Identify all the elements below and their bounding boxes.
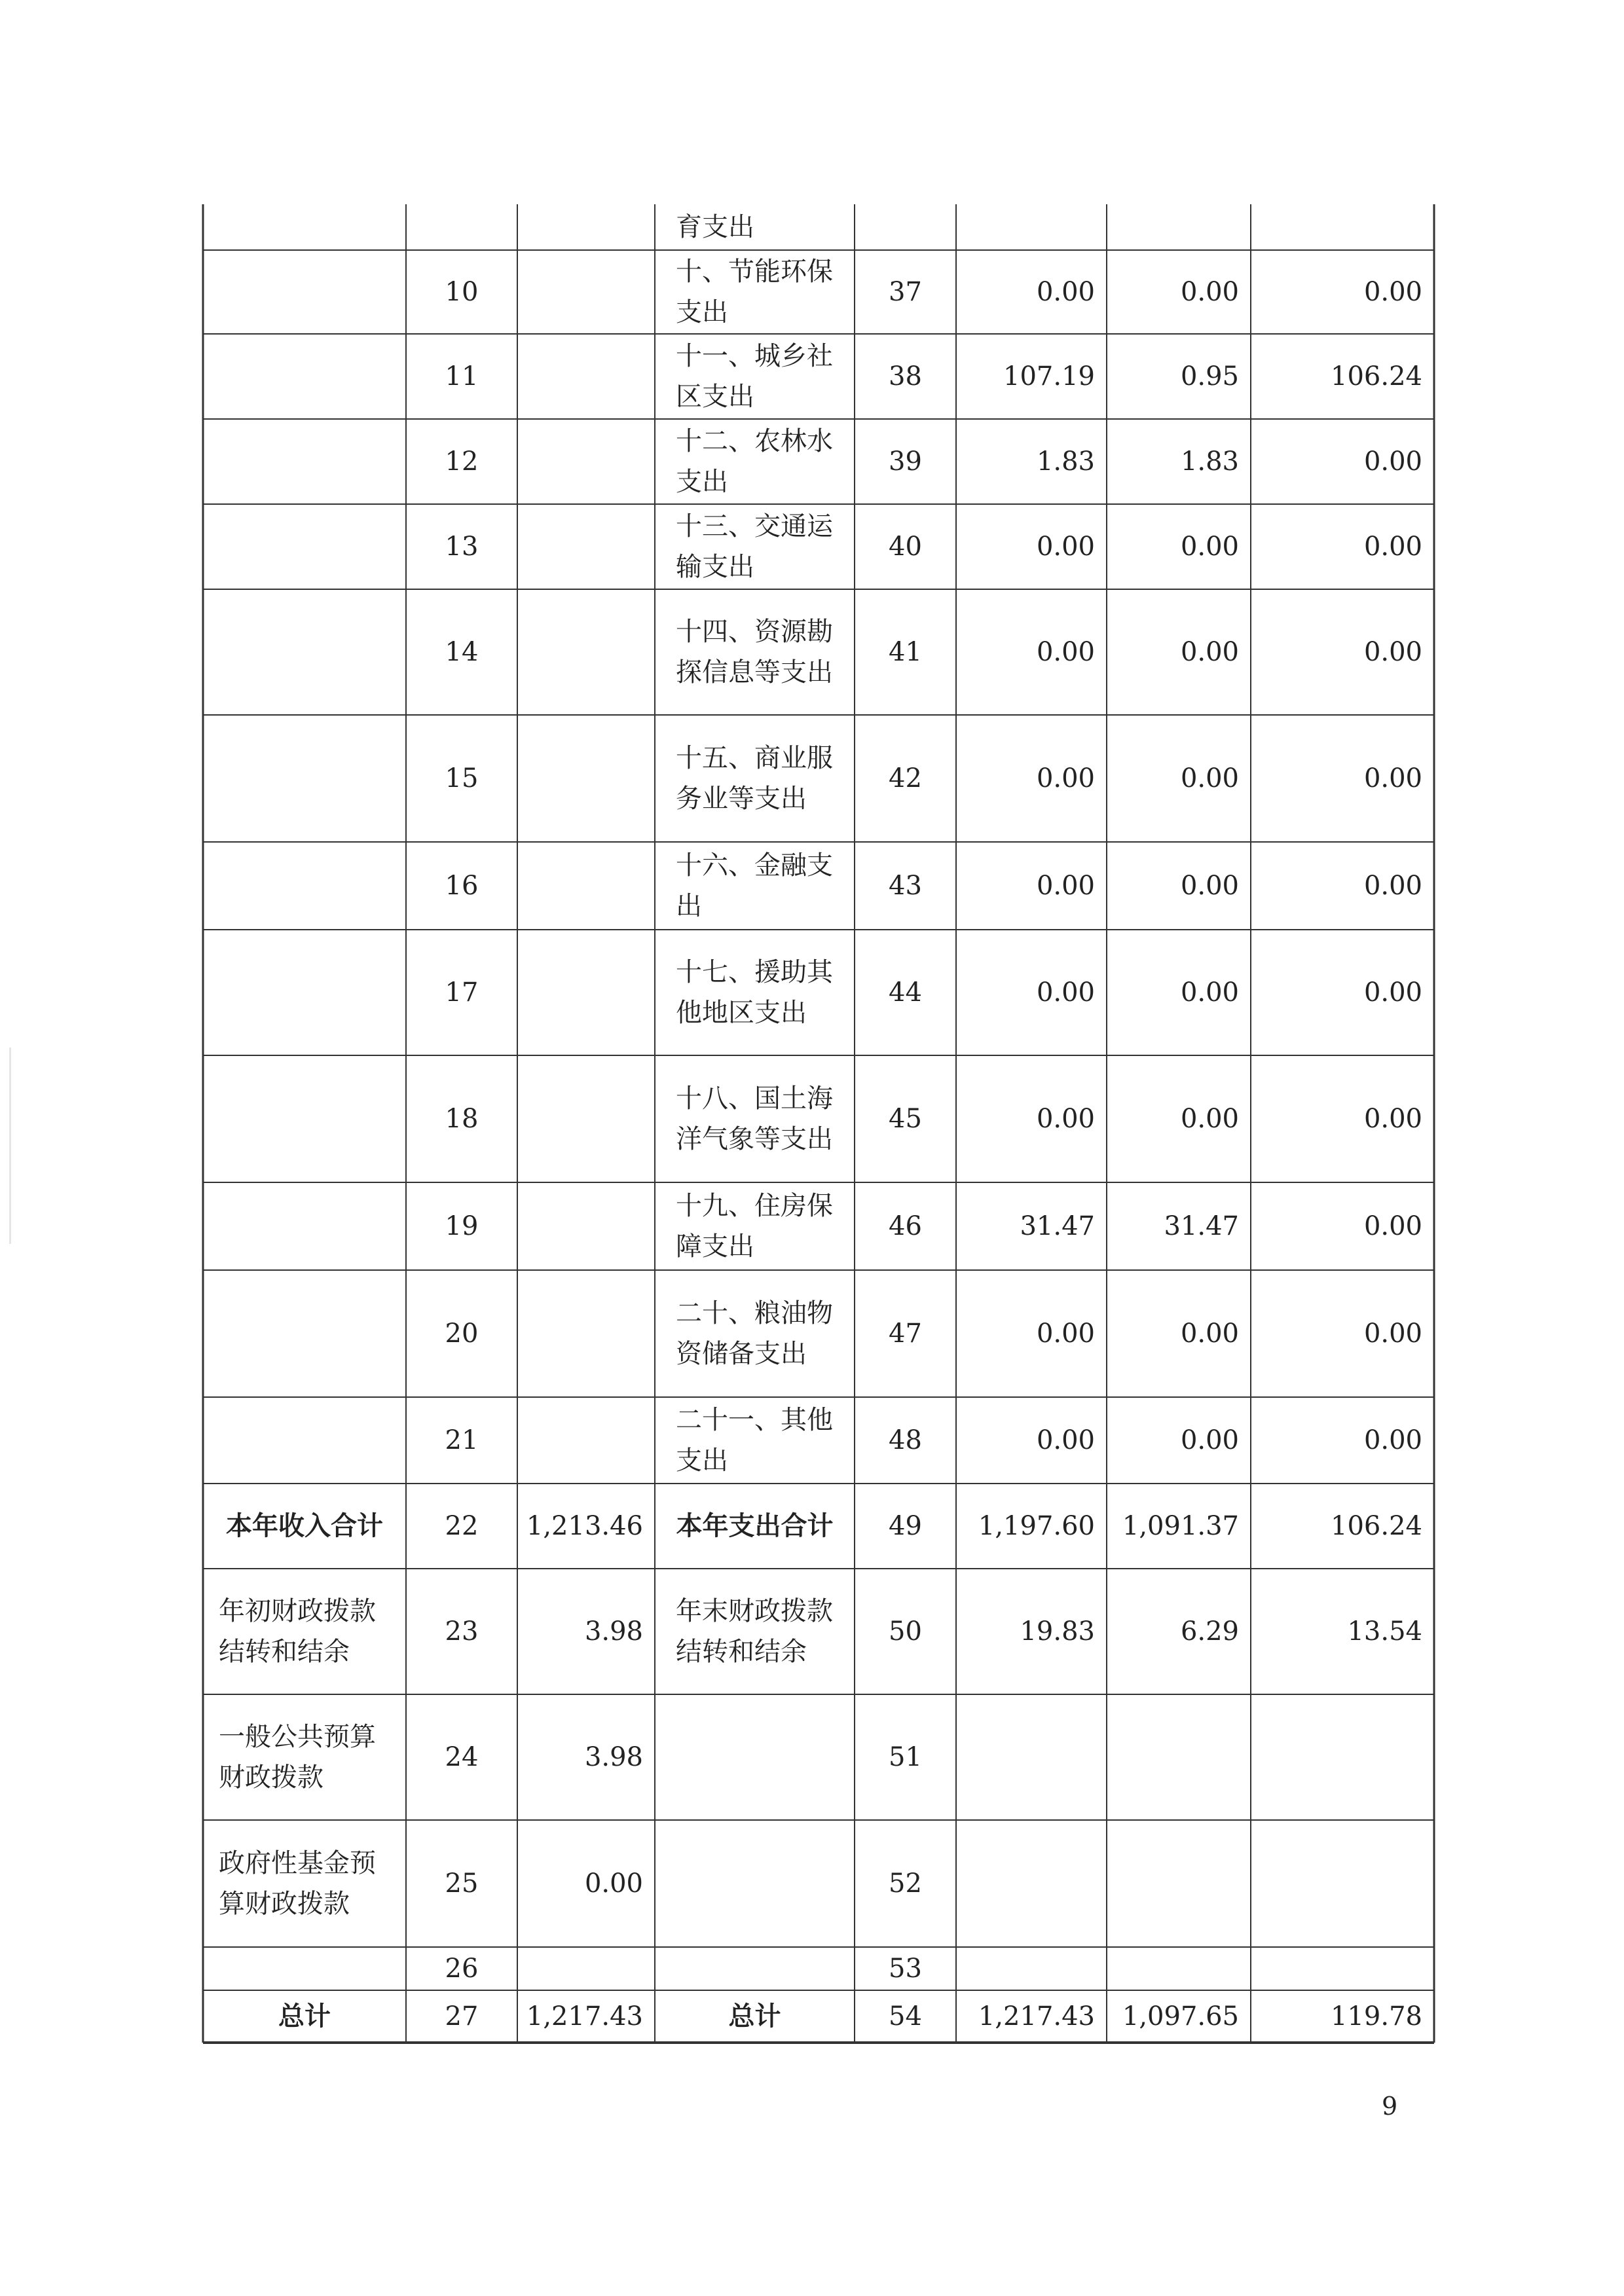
- cell-text: 106.24: [1331, 1511, 1422, 1541]
- cell-basic: [1107, 1694, 1251, 1820]
- cell-label-left: [203, 842, 406, 930]
- cell-text: 106.24: [1331, 361, 1422, 392]
- cell-line-right: [855, 1569, 956, 1694]
- cell-text: 42: [889, 763, 922, 793]
- cell-text: 48: [889, 1425, 922, 1455]
- cell-project: [1251, 842, 1434, 930]
- cell-line-right: [855, 204, 956, 250]
- cell-line-left: [406, 1947, 517, 1990]
- cell-text: 0.00: [1180, 977, 1239, 1008]
- cell-basic: [1107, 504, 1251, 589]
- cell-text: 一般公共预算财政拨款: [219, 1722, 376, 1793]
- cell-line-left: [406, 1694, 517, 1820]
- cell-label-left: [203, 204, 406, 250]
- cell-line-right: [855, 715, 956, 842]
- cell-project: [1251, 1484, 1434, 1569]
- cell-text: 14: [445, 637, 479, 667]
- cell-text: 十八、国土海洋气象等支出: [676, 1084, 833, 1154]
- cell-text: 年末财政拨款结转和结余: [676, 1596, 833, 1667]
- cell-basic: [1107, 334, 1251, 419]
- cell-basic: [1107, 250, 1251, 334]
- cell-label-right: [655, 1397, 855, 1484]
- cell-text: 51: [889, 1742, 922, 1772]
- cell-text: 41: [889, 637, 922, 667]
- cell-text: 25: [445, 1868, 479, 1899]
- cell-text: 38: [889, 361, 922, 392]
- cell-text: 19.83: [1020, 1616, 1095, 1647]
- cell-text: 119.78: [1331, 2001, 1422, 2032]
- cell-text: 十二、农林水支出: [676, 426, 833, 497]
- cell-amount-left: [517, 930, 655, 1055]
- cell-basic: [1107, 1947, 1251, 1990]
- cell-basic: [1107, 1182, 1251, 1270]
- cell-text: 0.00: [1180, 277, 1239, 307]
- cell-label-right: [655, 250, 855, 334]
- cell-line-right: [855, 1694, 956, 1820]
- cell-total: [956, 1055, 1107, 1182]
- cell-text: 1,097.65: [1122, 2001, 1239, 2032]
- cell-amount-left: [517, 1055, 655, 1182]
- cell-text: 总计: [278, 2001, 331, 2032]
- cell-text: 十五、商业服务业等支出: [676, 743, 833, 814]
- cell-text: 0.00: [1036, 532, 1095, 562]
- cell-text: 育支出: [676, 212, 754, 242]
- cell-text: 11: [445, 361, 479, 392]
- cell-project: [1251, 250, 1434, 334]
- cell-text: 31.47: [1164, 1211, 1239, 1241]
- cell-text: 50: [889, 1616, 922, 1647]
- cell-total: [956, 504, 1107, 589]
- cell-line-left: [406, 419, 517, 504]
- cell-label-left: [203, 334, 406, 419]
- cell-amount-left: [517, 842, 655, 930]
- cell-label-right: [655, 504, 855, 589]
- cell-project: [1251, 504, 1434, 589]
- cell-line-right: [855, 250, 956, 334]
- cell-project: [1251, 1947, 1434, 1990]
- cell-text: 1,197.60: [978, 1511, 1095, 1541]
- cell-line-right: [855, 1270, 956, 1397]
- cell-basic: [1107, 1055, 1251, 1182]
- cell-text: 0.00: [1180, 1104, 1239, 1134]
- cell-text: 24: [445, 1742, 479, 1772]
- cell-text: 44: [889, 977, 922, 1008]
- cell-text: 十、节能环保支出: [676, 257, 833, 327]
- cell-text: 13.54: [1347, 1616, 1422, 1647]
- cell-text: 0.00: [1363, 446, 1422, 477]
- cell-text: 十九、住房保障支出: [676, 1191, 833, 1262]
- cell-project: [1251, 204, 1434, 250]
- cell-text: 0.00: [1180, 637, 1239, 667]
- cell-label-left: [203, 419, 406, 504]
- cell-amount-left: [517, 589, 655, 715]
- cell-text: 1,217.43: [978, 2001, 1095, 2032]
- cell-text: 10: [445, 277, 479, 307]
- cell-text: 1.83: [1180, 446, 1239, 477]
- cell-text: 0.00: [584, 1868, 643, 1899]
- cell-line-right: [855, 1182, 956, 1270]
- cell-text: 0.00: [1036, 277, 1095, 307]
- cell-text: 1,091.37: [1122, 1511, 1239, 1541]
- cell-text: 40: [889, 532, 922, 562]
- cell-amount-left: [517, 1947, 655, 1990]
- cell-label-right: [655, 334, 855, 419]
- cell-text: 23: [445, 1616, 479, 1647]
- cell-line-left: [406, 1182, 517, 1270]
- cell-project: [1251, 715, 1434, 842]
- cell-text: 0.00: [1363, 763, 1422, 793]
- cell-text: 0.00: [1363, 1319, 1422, 1349]
- cell-text: 0.00: [1363, 1104, 1422, 1134]
- cell-text: 0.00: [1036, 763, 1095, 793]
- cell-label-left: [203, 1569, 406, 1694]
- cell-text: 0.00: [1036, 637, 1095, 667]
- cell-line-right: [855, 842, 956, 930]
- cell-text: 0.00: [1036, 977, 1095, 1008]
- cell-basic: [1107, 1397, 1251, 1484]
- cell-label-right: [655, 204, 855, 250]
- cell-line-right: [855, 419, 956, 504]
- cell-text: 12: [445, 446, 479, 477]
- cell-project: [1251, 1055, 1434, 1182]
- cell-text: 43: [889, 871, 922, 901]
- cell-text: 0.95: [1180, 361, 1239, 392]
- cell-total: [956, 842, 1107, 930]
- cell-text: 17: [445, 977, 479, 1008]
- cell-amount-left: [517, 250, 655, 334]
- cell-text: 1,213.46: [526, 1511, 643, 1541]
- cell-text: 0.00: [1036, 1425, 1095, 1455]
- cell-line-left: [406, 250, 517, 334]
- cell-amount-left: [517, 419, 655, 504]
- cell-text: 本年收入合计: [226, 1511, 383, 1541]
- cell-total: [956, 250, 1107, 334]
- cell-line-right: [855, 1397, 956, 1484]
- cell-text: 0.00: [1180, 763, 1239, 793]
- cell-text: 二十一、其他支出: [676, 1405, 833, 1476]
- cell-text: 3.98: [584, 1742, 643, 1772]
- cell-project: [1251, 1820, 1434, 1947]
- cell-total: [956, 1990, 1107, 2043]
- cell-total: [956, 1484, 1107, 1569]
- cell-text: 0.00: [1363, 1211, 1422, 1241]
- cell-total: [956, 419, 1107, 504]
- cell-text: 46: [889, 1211, 922, 1241]
- cell-total: [956, 1947, 1107, 1990]
- cell-label-right: [655, 930, 855, 1055]
- cell-label-right: [655, 1270, 855, 1397]
- cell-basic: [1107, 204, 1251, 250]
- cell-line-left: [406, 1270, 517, 1397]
- cell-line-right: [855, 504, 956, 589]
- cell-text: 0.00: [1363, 277, 1422, 307]
- cell-label-right: [655, 1055, 855, 1182]
- cell-text: 十七、援助其他地区支出: [676, 957, 833, 1028]
- cell-label-right: [655, 1820, 855, 1947]
- cell-label-right: [655, 589, 855, 715]
- cell-amount-left: [517, 1990, 655, 2043]
- cell-amount-left: [517, 334, 655, 419]
- cell-text: 31.47: [1020, 1211, 1095, 1241]
- cell-text: 107.19: [1003, 361, 1095, 392]
- cell-label-right: [655, 1947, 855, 1990]
- cell-basic: [1107, 1820, 1251, 1947]
- scan-edge-mark: [9, 1048, 11, 1244]
- cell-project: [1251, 1569, 1434, 1694]
- cell-label-right: [655, 842, 855, 930]
- cell-basic: [1107, 715, 1251, 842]
- cell-text: 政府性基金预算财政拨款: [219, 1848, 376, 1919]
- cell-text: 53: [889, 1954, 922, 1984]
- cell-project: [1251, 1694, 1434, 1820]
- cell-line-left: [406, 1820, 517, 1947]
- cell-label-right: [655, 1694, 855, 1820]
- cell-amount-left: [517, 715, 655, 842]
- cell-text: 52: [889, 1868, 922, 1899]
- cell-text: 22: [445, 1511, 479, 1541]
- cell-text: 0.00: [1180, 871, 1239, 901]
- cell-text: 27: [445, 2001, 479, 2032]
- cell-line-right: [855, 589, 956, 715]
- cell-total: [956, 1694, 1107, 1820]
- cell-line-left: [406, 930, 517, 1055]
- cell-basic: [1107, 419, 1251, 504]
- cell-basic: [1107, 1484, 1251, 1569]
- cell-total: [956, 1182, 1107, 1270]
- cell-text: 0.00: [1363, 637, 1422, 667]
- cell-text: 总计: [728, 2001, 781, 2032]
- cell-project: [1251, 1397, 1434, 1484]
- cell-line-left: [406, 589, 517, 715]
- cell-text: 十六、金融支出: [676, 850, 833, 921]
- cell-amount-left: [517, 1270, 655, 1397]
- cell-label-left: [203, 504, 406, 589]
- cell-basic: [1107, 930, 1251, 1055]
- cell-line-left: [406, 842, 517, 930]
- cell-text: 0.00: [1363, 871, 1422, 901]
- cell-label-right: [655, 1484, 855, 1569]
- cell-total: [956, 1569, 1107, 1694]
- cell-amount-left: [517, 204, 655, 250]
- cell-label-left: [203, 715, 406, 842]
- cell-line-right: [855, 1484, 956, 1569]
- cell-total: [956, 334, 1107, 419]
- cell-label-right: [655, 419, 855, 504]
- cell-basic: [1107, 842, 1251, 930]
- cell-label-right: [655, 1990, 855, 2043]
- cell-text: 6.29: [1180, 1616, 1239, 1647]
- cell-text: 3.98: [584, 1616, 643, 1647]
- cell-label-left: [203, 1182, 406, 1270]
- cell-text: 0.00: [1363, 532, 1422, 562]
- cell-label-left: [203, 589, 406, 715]
- cell-text: 0.00: [1363, 1425, 1422, 1455]
- cell-line-left: [406, 504, 517, 589]
- cell-line-left: [406, 1055, 517, 1182]
- cell-label-right: [655, 1182, 855, 1270]
- cell-amount-left: [517, 1397, 655, 1484]
- cell-project: [1251, 589, 1434, 715]
- cell-label-left: [203, 930, 406, 1055]
- cell-text: 0.00: [1036, 1104, 1095, 1134]
- cell-text: 18: [445, 1104, 479, 1134]
- cell-line-right: [855, 1055, 956, 1182]
- cell-line-left: [406, 1484, 517, 1569]
- cell-basic: [1107, 589, 1251, 715]
- cell-total: [956, 930, 1107, 1055]
- cell-label-left: [203, 1694, 406, 1820]
- cell-text: 54: [889, 2001, 922, 2032]
- cell-text: 13: [445, 532, 479, 562]
- cell-text: 0.00: [1180, 1319, 1239, 1349]
- cell-text: 十四、资源勘探信息等支出: [676, 617, 833, 687]
- cell-text: 二十、粮油物资储备支出: [676, 1298, 833, 1369]
- cell-amount-left: [517, 1484, 655, 1569]
- cell-line-right: [855, 1947, 956, 1990]
- cell-project: [1251, 334, 1434, 419]
- cell-text: 1.83: [1036, 446, 1095, 477]
- cell-text: 45: [889, 1104, 922, 1134]
- cell-project: [1251, 1270, 1434, 1397]
- cell-total: [956, 589, 1107, 715]
- cell-line-right: [855, 1990, 956, 2043]
- cell-text: 26: [445, 1954, 479, 1984]
- cell-text: 十一、城乡社区支出: [676, 341, 833, 412]
- cell-total: [956, 1270, 1107, 1397]
- cell-basic: [1107, 1990, 1251, 2043]
- cell-text: 0.00: [1036, 1319, 1095, 1349]
- cell-label-left: [203, 250, 406, 334]
- cell-project: [1251, 419, 1434, 504]
- cell-amount-left: [517, 504, 655, 589]
- cell-text: 19: [445, 1211, 479, 1241]
- cell-label-left: [203, 1820, 406, 1947]
- cell-text: 年初财政拨款结转和结余: [219, 1596, 376, 1667]
- cell-line-right: [855, 334, 956, 419]
- cell-line-right: [855, 1820, 956, 1947]
- cell-text: 1,217.43: [526, 2001, 643, 2032]
- cell-line-left: [406, 1990, 517, 2043]
- cell-project: [1251, 1182, 1434, 1270]
- cell-text: 20: [445, 1319, 479, 1349]
- cell-text: 15: [445, 763, 479, 793]
- cell-line-left: [406, 204, 517, 250]
- cell-project: [1251, 930, 1434, 1055]
- cell-line-left: [406, 715, 517, 842]
- cell-project: [1251, 1990, 1434, 2043]
- cell-text: 0.00: [1036, 871, 1095, 901]
- cell-text: 49: [889, 1511, 922, 1541]
- cell-amount-left: [517, 1694, 655, 1820]
- cell-label-left: [203, 1990, 406, 2043]
- cell-text: 十三、交通运输支出: [676, 511, 833, 582]
- cell-text: 0.00: [1180, 1425, 1239, 1455]
- cell-label-left: [203, 1055, 406, 1182]
- cell-total: [956, 715, 1107, 842]
- cell-label-left: [203, 1484, 406, 1569]
- cell-label-left: [203, 1397, 406, 1484]
- cell-amount-left: [517, 1569, 655, 1694]
- cell-amount-left: [517, 1182, 655, 1270]
- cell-text: 16: [445, 871, 479, 901]
- cell-text: 21: [445, 1425, 479, 1455]
- cell-text: 47: [889, 1319, 922, 1349]
- cell-label-right: [655, 1569, 855, 1694]
- cell-text: 39: [889, 446, 922, 477]
- cell-total: [956, 1397, 1107, 1484]
- cell-text: 37: [889, 277, 922, 307]
- cell-text: 0.00: [1363, 977, 1422, 1008]
- page-number: 9: [1382, 2092, 1398, 2121]
- cell-text: 本年支出合计: [676, 1511, 834, 1541]
- cell-total: [956, 204, 1107, 250]
- cell-line-left: [406, 1569, 517, 1694]
- cell-label-left: [203, 1947, 406, 1990]
- cell-line-right: [855, 930, 956, 1055]
- cell-text: 0.00: [1180, 532, 1239, 562]
- cell-amount-left: [517, 1820, 655, 1947]
- cell-label-left: [203, 1270, 406, 1397]
- cell-basic: [1107, 1270, 1251, 1397]
- cell-total: [956, 1820, 1107, 1947]
- cell-label-right: [655, 715, 855, 842]
- cell-basic: [1107, 1569, 1251, 1694]
- cell-line-left: [406, 334, 517, 419]
- cell-line-left: [406, 1397, 517, 1484]
